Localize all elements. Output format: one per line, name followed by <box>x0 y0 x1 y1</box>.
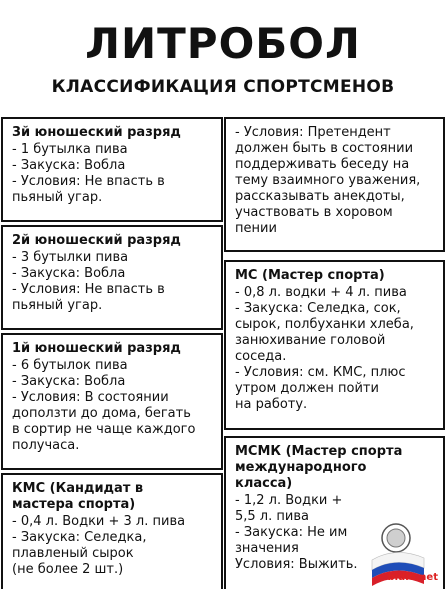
rank-line: - Закуска: Селедка, сок, сырок, полбуханки хлеба, занюхивание головой соседа. <box>235 301 414 364</box>
rank-line: - Условия: см. КМС, плюс утром должен пойти на работу. <box>235 365 406 412</box>
rank-line: - 3 бутылки пива <box>12 250 129 265</box>
rank-card-kms <box>1 473 223 589</box>
rank-title: КМС (Кандидат в мастера спорта) <box>12 481 144 512</box>
rank-card-junior-2 <box>1 225 223 330</box>
rank-card-ms <box>224 260 445 430</box>
rank-line: - Закуска: Вобла <box>12 374 126 389</box>
poster-title: ЛИТРОБОЛ <box>85 19 361 68</box>
rank-line: - Закуска: Селедка, плавленый сырок (не более 2 шт.) <box>12 530 147 577</box>
watermark-logo <box>366 508 444 586</box>
rank-line: - Закуска: Не им значения <box>235 525 348 556</box>
rank-title: 2й юношеский разряд <box>12 233 181 248</box>
rank-line: - 6 бутылок пива <box>12 358 128 373</box>
rank-line: - 1,2 л. Водки + 5,5 л. пива <box>235 493 343 524</box>
rank-line: - Закуска: Вобла <box>12 158 126 173</box>
rank-title: 3й юношеский разряд <box>12 125 181 140</box>
rank-line: - Условия: В состоянии доползти до дома, бегать в сортир не чаще каждого получаса. <box>12 390 196 453</box>
poster-subtitle: КЛАССИФИКАЦИЯ СПОРТСМЕНОВ <box>51 77 395 97</box>
rank-line: - 0,4 л. Водки + 3 л. пива <box>12 514 186 529</box>
rank-card-junior-1 <box>1 333 223 470</box>
kms-conditions-card <box>224 117 445 252</box>
rank-line: - 1 бутылка пива <box>12 142 128 157</box>
rank-line: - Условия: Не впасть в пьяный угар. <box>12 174 165 205</box>
rank-line: - Условия: Не впасть в пьяный угар. <box>12 282 165 313</box>
rank-title: МС (Мастер спорта) <box>235 268 385 283</box>
rank-line: - Закуска: Вобла <box>12 266 126 281</box>
rank-line: - Условия: Претендент должен быть в состоянии поддерживать беседу на тему взаимного уважения, рассказывать анекдоты, участвовать в хоровом пении <box>235 125 421 236</box>
rank-title: МСМК (Мастер спорта международного класса) <box>235 444 403 491</box>
watermark-text: bidlo.net <box>387 572 438 583</box>
rank-title: 1й юношеский разряд <box>12 341 181 356</box>
rank-line: Условия: Выжить. <box>235 557 358 572</box>
rank-line: - 0,8 л. водки + 4 л. пива <box>235 285 407 300</box>
rank-card-junior-3 <box>1 117 223 222</box>
